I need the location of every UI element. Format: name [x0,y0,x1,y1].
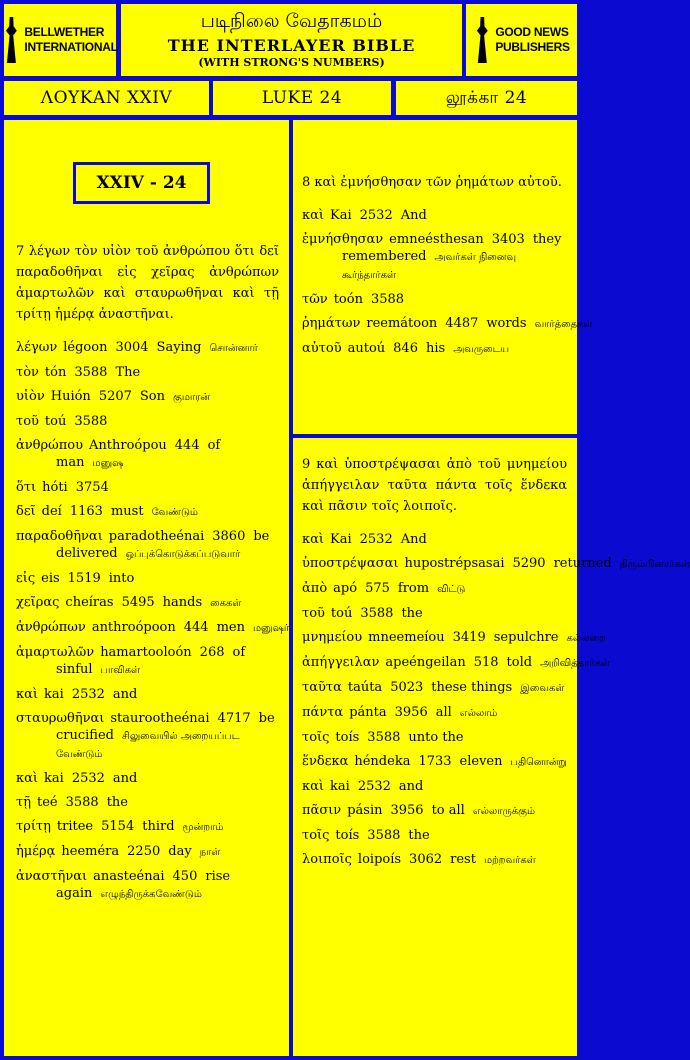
tamil-gloss: மனுஷர் [252,623,290,634]
strongs-number: 5290 [512,556,546,571]
tamil-gloss: பதினொன்று [510,757,567,768]
strongs-number: 1163 [69,504,103,519]
verse-7-panel [4,120,289,1056]
english-gloss: unto the [408,730,464,745]
word-entry [16,794,279,811]
strongs-number: 3588 [360,606,394,621]
greek-word: λέγων [16,340,58,355]
strongs-number: 3588 [367,730,401,745]
greek-word: ἡμέρᾳ [16,844,56,859]
english-gloss: rest [450,852,476,867]
strongs-number: 2532 [357,779,391,794]
strongs-number: 3588 [370,292,405,307]
strongs-number: 5154 [101,819,135,834]
word-entry [302,555,690,573]
word-entry [16,388,279,406]
verse-8-text: 8 καὶ ἐμνήσθησαν τῶν ῥημάτων αὐτοῦ. [302,175,562,190]
strongs-number: 3956 [394,705,428,720]
transliteration: kai [330,779,350,794]
transliteration: loipoís [357,852,402,867]
transliteration: tón [44,365,67,380]
reference-english: LUKE 24 [213,81,391,115]
tamil-gloss: மனுஷ [92,458,124,469]
word-entry [302,778,567,795]
tamil-gloss: திரும்பினார்கள் [619,559,690,570]
tamil-gloss: சொன்னார் [209,343,258,354]
transliteration: toú [330,606,353,621]
good-news-logo [466,4,577,76]
verse-9-word-list [302,531,690,869]
english-gloss: And [400,532,427,547]
tamil-gloss: வார்த்தைகள் [534,319,593,330]
greek-word: πάντα [302,705,344,720]
word-entry [302,851,567,869]
greek-word: ταῦτα [302,680,342,695]
english-gloss: the [106,795,128,810]
strongs-number: 518 [473,655,499,670]
english-gloss: into [108,571,135,586]
transliteration: eis [41,571,60,586]
greek-word: ἐμνήσθησαν [302,232,384,247]
strongs-number: 3588 [74,414,108,429]
transliteration: héndeka [354,754,411,769]
transliteration: heeméra [61,844,120,859]
word-entry [302,207,567,224]
greek-word: ἀναστῆναι [16,869,88,884]
strongs-number: 3956 [390,803,424,818]
tamil-gloss: எல்லாருக்கும் [472,806,535,817]
transliteration: toón [333,292,363,307]
greek-word: ἀνθρώπων [16,620,86,635]
word-entry [302,654,611,672]
greek-word: πᾶσιν [302,803,342,818]
transliteration: hamartooloón [100,645,192,660]
tamil-gloss: மற்றவர்கள் [483,855,536,866]
strongs-number: 3860 [212,529,246,544]
tamil-gloss: ஒப்புக்கொடுக்கப்படுவார் [125,549,241,560]
reference-greek: ΛΟΥΚΑΝ XXIV [4,81,209,115]
word-entry [16,413,279,430]
greek-word: λοιποῖς [302,852,352,867]
english-gloss: Saying [156,340,202,355]
transliteration: mneemeíou [368,630,445,645]
tamil-gloss: அறிவித்தார்கள் [540,658,611,669]
strongs-number: 1733 [418,754,452,769]
word-entry [302,340,567,358]
transliteration: hupostrépsasai [404,556,505,571]
english-gloss: must [110,504,144,519]
english-gloss: the [401,606,423,621]
transliteration: Kai [330,532,352,547]
greek-word: εἰς [16,571,36,586]
tamil-gloss: எழுந்திருக்கவேண்டும் [100,889,202,900]
english-gloss: to all [431,803,465,818]
word-entry [302,605,567,622]
english-gloss: third [142,819,175,834]
transliteration: pásin [347,803,383,818]
word-entry [302,629,606,647]
bellwether-logo [4,4,116,76]
greek-word: ῥημάτων [302,316,361,331]
english-gloss: all [435,705,452,720]
word-entry [302,679,567,697]
transliteration: pánta [349,705,387,720]
title-tamil: படிநிலை வேதாகமம் [200,10,383,32]
english-gloss: the [408,828,430,843]
transliteration: tritee [56,819,94,834]
greek-word: τῇ [16,795,31,810]
english-gloss: The [115,365,141,380]
transliteration: teé [36,795,58,810]
title-block [121,4,462,76]
transliteration: kai [44,687,64,702]
word-entry [16,437,279,472]
greek-word: μνημείου [302,630,363,645]
strongs-number: 3004 [115,340,149,355]
word-entry [302,580,567,598]
tamil-gloss: பாவிகள் [100,665,141,676]
greek-word: τοῖς [302,730,330,745]
english-gloss: be delivered [56,529,270,561]
word-entry [302,827,567,844]
chapter-label: XXIV - 24 [73,162,210,204]
strongs-number: 2532 [359,532,393,547]
english-gloss: eleven [459,754,503,769]
greek-word: ἕνδεκα [302,754,349,769]
word-entry [16,770,279,787]
title-subtitle: (WITH STRONG'S NUMBERS) [198,56,385,69]
greek-word: τρίτῃ [16,819,51,834]
word-entry [302,729,567,746]
greek-word: καὶ [302,532,325,547]
transliteration: toú [44,414,67,429]
english-gloss: his [425,341,446,356]
greek-word: χεῖρας [16,595,60,610]
english-gloss: Son [139,389,166,404]
english-gloss: from [397,581,430,596]
transliteration: hóti [42,480,68,495]
transliteration: reemátoon [366,316,438,331]
word-entry [16,868,279,903]
greek-word: τῶν [302,292,328,307]
verse-8-word-list [302,207,593,358]
strongs-number: 3588 [367,828,401,843]
tamil-gloss: விட்டு [437,584,466,595]
transliteration: cheíras [65,595,114,610]
english-gloss: these things [431,680,513,695]
reference-tamil: லூக்கா 24 [396,81,577,115]
greek-word: καὶ [302,779,325,794]
word-entry [16,594,279,612]
english-gloss: be crucified [56,711,275,743]
english-gloss: men [216,620,245,635]
transliteration: emneésthesan [389,232,484,247]
greek-word: ἀνθρώπου [16,438,84,453]
strongs-number: 444 [183,620,209,635]
word-entry [302,531,567,548]
transliteration: apó [333,581,358,596]
word-entry [16,686,279,703]
word-entry [16,818,279,836]
title-main: THE INTERLAYER BIBLE [167,36,416,55]
english-gloss: And [400,208,427,223]
transliteration: paradotheénai [108,529,205,544]
tamil-gloss: அவருடைய [453,344,510,355]
tamil-gloss: கல்லறை [566,633,606,644]
word-entry [302,802,567,820]
english-gloss: of man [56,438,221,470]
word-entry [16,644,279,679]
strongs-number: 5023 [390,680,424,695]
greek-word: τοῦ [302,606,325,621]
greek-word: ὅτι [16,480,37,495]
english-gloss: of sinful [56,645,246,677]
strongs-number: 444 [174,438,200,453]
greek-word: καὶ [16,771,39,786]
tamil-gloss: சிலுவையில் அறையப்பட வேண்டும் [56,731,240,760]
strongs-number: 4717 [217,711,251,726]
strongs-number: 2532 [359,208,393,223]
tamil-gloss: இவைகள் [520,683,565,694]
transliteration: taúta [347,680,383,695]
word-entry [16,843,279,861]
transliteration: toís [335,828,360,843]
greek-word: καὶ [302,208,325,223]
greek-word: τοῦ [16,414,39,429]
english-gloss: and [398,779,424,794]
good-news-figure-icon [473,17,491,63]
transliteration: autoú [347,341,386,356]
strongs-number: 3403 [491,232,525,247]
english-gloss: day [168,844,192,859]
tamil-gloss: அவர்கள் நினைவு கூர்ந்தார்கள் [342,252,517,281]
transliteration: Huión [50,389,91,404]
english-gloss: sepulchre [493,630,559,645]
word-entry [16,503,279,521]
tamil-gloss: குமாரன் [173,392,210,403]
tamil-gloss: வேண்டும் [151,507,198,518]
strongs-number: 846 [393,341,418,356]
strongs-number: 2250 [127,844,161,859]
transliteration: kai [44,771,64,786]
english-gloss: words [486,316,527,331]
transliteration: anthroópoon [91,620,176,635]
greek-word: υἱὸν [16,389,45,404]
tamil-gloss: கைகள் [210,598,242,609]
word-entry [16,710,279,763]
strongs-number: 2532 [71,687,105,702]
strongs-number: 5207 [98,389,132,404]
word-entry [16,619,290,637]
transliteration: staurootheénai [110,711,210,726]
strongs-number: 5495 [121,595,155,610]
strongs-number: 268 [199,645,225,660]
transliteration: anasteénai [93,869,165,884]
word-entry [302,704,567,722]
tamil-gloss: நாள் [199,847,221,858]
verse-9-text: 9 καὶ ὑποστρέψασαι ἀπὸ τοῦ μνημείου ἀπήγγειλαν ταῦτα πάντα τοῖς ἕνδεκα καὶ πᾶσιν τοῖς λοιποῖς. [302,457,567,514]
strongs-number: 2532 [71,771,105,786]
strongs-number: 4487 [445,316,479,331]
word-entry [16,364,279,381]
greek-word: ἁμαρτωλῶν [16,645,95,660]
verse-7-word-list [16,339,290,903]
transliteration: toís [335,730,360,745]
greek-word: ἀπήγγειλαν [302,655,380,670]
verse-8-panel [293,120,593,434]
greek-word: καὶ [16,687,39,702]
strongs-number: 3419 [452,630,486,645]
verse-7-text: 7 λέγων τὸν υἱὸν τοῦ ἀνθρώπου ὅτι δεῖ παραδοθῆναι εἰς χεῖρας ἀνθρώπων ἁμαρτωλῶν καὶ σταυρωθῆναι καὶ τῇ τρίτῃ ἡμέρᾳ ἀναστῆναι. [16,244,279,322]
word-entry [16,528,279,563]
english-gloss: and [112,771,138,786]
english-gloss: told [506,655,533,670]
strongs-number: 3588 [65,795,99,810]
verse-9-panel [293,438,690,1056]
transliteration: légoon [63,340,108,355]
english-gloss: rise again [56,869,231,901]
strongs-number: 1519 [67,571,101,586]
tamil-gloss: மூன்றாம் [182,822,224,833]
greek-word: σταυρωθῆναι [16,711,105,726]
transliteration: apeéngeilan [385,655,466,670]
english-gloss: and [112,687,138,702]
tamil-gloss: எல்லாம் [459,708,498,719]
strongs-number: 3062 [409,852,443,867]
word-entry [16,570,279,587]
strongs-number: 3588 [74,365,108,380]
greek-word: δεῖ [16,504,36,519]
english-gloss: hands [162,595,203,610]
word-entry [302,231,567,284]
greek-word: τοῖς [302,828,330,843]
strongs-number: 450 [172,869,198,884]
strongs-number: 575 [365,581,390,596]
english-gloss: returned [553,556,612,571]
strongs-number: 3754 [75,480,109,495]
word-entry [302,291,567,308]
greek-word: τὸν [16,365,39,380]
word-entry [302,315,593,333]
bellwether-logo-text: BELLWETHER INTERNATIONAL [24,25,118,54]
greek-word: αὐτοῦ [302,341,342,356]
bellwether-figure-icon [2,17,20,63]
word-entry [302,753,567,771]
word-entry [16,479,279,496]
transliteration: deí [41,504,62,519]
greek-word: παραδοθῆναι [16,529,103,544]
good-news-logo-text: GOOD NEWS PUBLISHERS [495,25,570,54]
word-entry [16,339,279,357]
english-gloss: they remembered [342,232,562,264]
transliteration: Anthroópou [89,438,167,453]
greek-word: ἀπὸ [302,581,328,596]
greek-word: ὑποστρέψασαι [302,556,399,571]
transliteration: Kai [330,208,352,223]
